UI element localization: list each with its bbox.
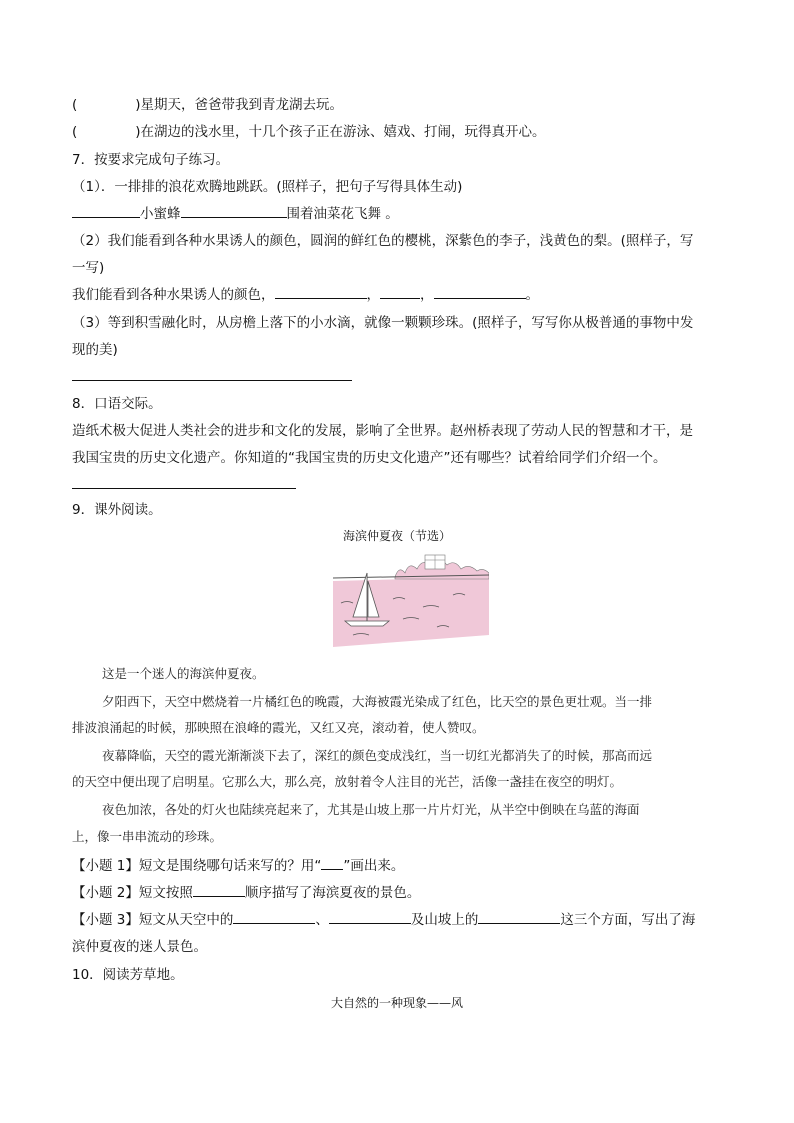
seaside-illustration [333, 551, 489, 647]
q7-part3-answer-line[interactable] [72, 368, 352, 386]
q7-part1-fill [72, 205, 399, 223]
story-paragraph-2a: 夕阳西下，天空中燃烧着一片橘红色的晚霞，大海被霞光染成了红色，比天空的景色更壮观。当一排 [102, 694, 653, 709]
sub-text: 、 [315, 912, 329, 928]
story-paragraph-3b: 的天空中便出现了启明星。它那么大，那么亮，放射着令人注目的光芒，活像一盏挂在夜空的明灯。 [72, 774, 623, 789]
q6-row-2 [72, 123, 546, 141]
paren-open: ( [72, 124, 78, 140]
q8-answer-line[interactable] [72, 476, 296, 494]
sub-tag: 【小题 2】 [72, 885, 139, 901]
q7-part2-fill [72, 286, 539, 304]
sub-text: 短文按照 [138, 885, 193, 901]
story-title: 海滨仲夏夜（节选） [342, 529, 451, 543]
answer-blank[interactable] [72, 476, 296, 489]
q10-story-title: 大自然的一种现象——风 [330, 996, 463, 1010]
sub-text: 短文是围绕哪句话来写的？用“ [138, 858, 322, 874]
fill-word: 围着油菜花飞舞 [286, 206, 381, 222]
sub-text: 及山坡上的 [410, 912, 479, 928]
q7-part1-prompt: （1）．一排排的浪花欢腾地跳跃。(照样子，把句子写得具体生动) [72, 179, 463, 195]
q10-title: 10．阅读芳草地。 [72, 967, 184, 983]
answer-blank[interactable] [193, 884, 245, 897]
sentence-text: )星期天，爸爸带我到青龙湖去玩。 [135, 97, 344, 113]
story-paragraph-3a: 夜幕降临，天空的霞光渐渐淡下去了，深红的颜色变成浅红，当一切红光都消失了的时候，那高而远 [102, 748, 653, 763]
q9-sub1 [72, 857, 404, 875]
sub-text: ”画出来。 [343, 858, 405, 874]
q7-part2-prompt-b: 一写) [72, 260, 105, 276]
answer-blank[interactable] [275, 286, 367, 299]
answer-blank[interactable] [72, 368, 352, 381]
sentence-text: )在湖边的浅水里，十几个孩子正在游泳、嬉戏、打闹，玩得真开心。 [135, 124, 546, 140]
answer-blank[interactable] [181, 205, 287, 218]
fill-end: 。 [525, 287, 539, 303]
q9-sub3-cont: 滨仲夏夜的迷人景色。 [72, 939, 207, 955]
answer-blank[interactable] [434, 286, 526, 299]
answer-blank[interactable] [478, 911, 560, 924]
q9-sub2 [72, 884, 420, 902]
q9-sub3 [72, 911, 695, 929]
q7-title: 7．按要求完成句子练习。 [72, 152, 230, 168]
sub-tag: 【小题 1】 [72, 858, 139, 874]
story-paragraph-4a: 夜色加浓，各处的灯火也陆续亮起来了，尤其是山坡上那一片片灯光，从半空中倒映在乌蓝的海面 [102, 802, 640, 817]
answer-blank[interactable] [233, 911, 315, 924]
paren-open: ( [72, 97, 78, 113]
story-paragraph-4b: 上，像一串串流动的珍珠。 [72, 829, 223, 844]
underline-sample [321, 857, 343, 870]
fill-end: 。 [385, 206, 399, 222]
q9-title: 9．课外阅读。 [72, 502, 162, 518]
fill-word: 小蜜蜂 [140, 206, 181, 222]
fill-comma: ， [420, 287, 434, 303]
fill-start: 我们能看到各种水果诱人的颜色， [72, 287, 275, 303]
answer-blank[interactable] [72, 205, 140, 218]
answer-blank[interactable] [380, 286, 420, 299]
q6-row-1 [72, 96, 343, 114]
story-paragraph-2b: 排波浪涌起的时候，那映照在浪峰的霞光，又红又亮，滚动着，使人赞叹。 [72, 720, 485, 735]
answer-blank[interactable] [329, 911, 411, 924]
q8-title: 8．口语交际。 [72, 396, 162, 412]
story-paragraph-1: 这是一个迷人的海滨仲夏夜。 [102, 666, 265, 681]
fill-comma: ， [366, 287, 380, 303]
sub-tag: 【小题 3】 [72, 912, 139, 928]
q8-body-a: 造纸术极大促进人类社会的进步和文化的发展，影响了全世界。赵州桥表现了劳动人民的智慧和才干，是 [72, 423, 693, 439]
sub-text: 短文从天空中的 [138, 912, 234, 928]
q7-part3-prompt-b: 现的美) [72, 342, 118, 358]
sub-text: 这三个方面，写出了海 [560, 912, 696, 928]
q7-part2-prompt-a: （2）我们能看到各种水果诱人的颜色，圆润的鲜红色的樱桃，深紫色的李子，浅黄色的梨。(照样子，写 [72, 233, 694, 249]
q8-body-b: 我国宝贵的历史文化遗产。你知道的“我国宝贵的历史文化遗产”还有哪些？试着给同学们介绍一个。 [72, 450, 667, 466]
sub-text: 顺序描写了海滨夏夜的景色。 [244, 885, 421, 901]
q7-part3-prompt-a: （3）等到积雪融化时，从房檐上落下的小水滴，就像一颗颗珍珠。(照样子，写写你从极普通的事物中发 [72, 315, 694, 331]
